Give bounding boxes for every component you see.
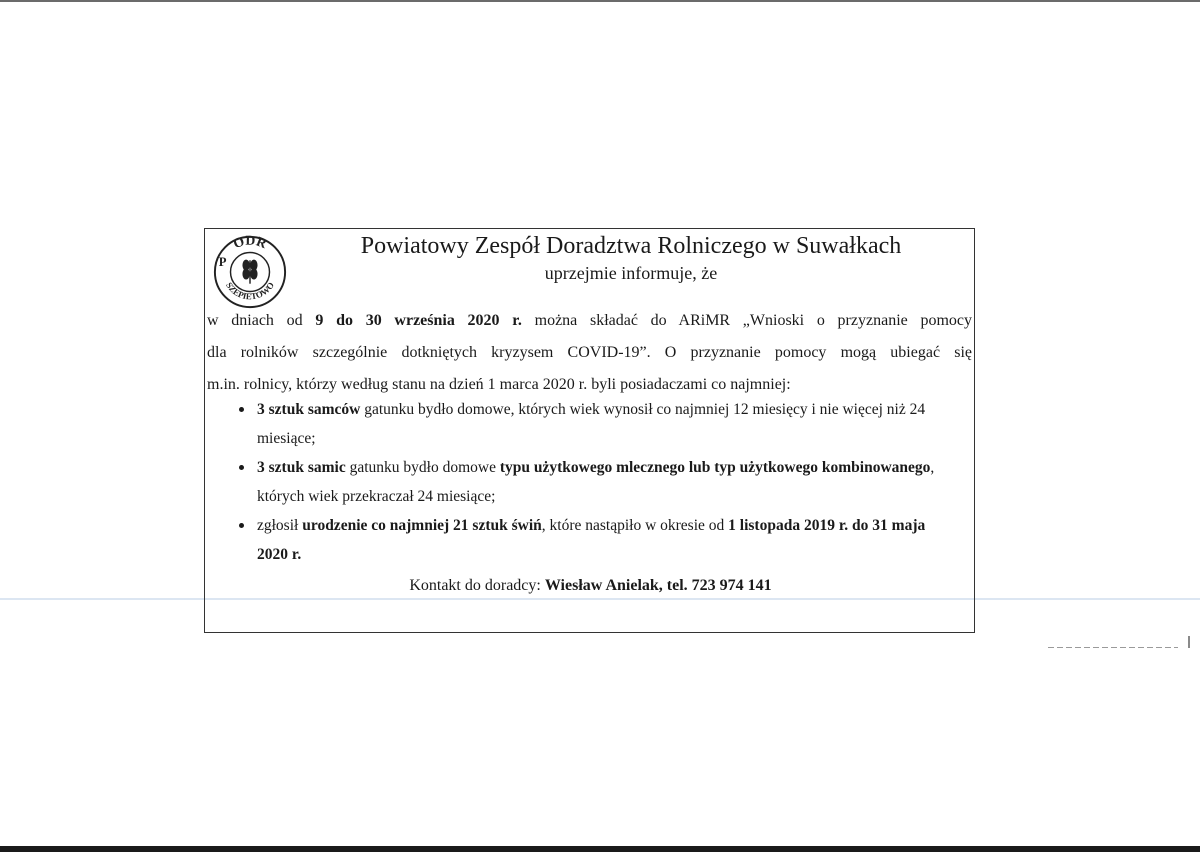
list-item: zgłosił urodzenie co najmniej 21 sztuk świń, które nastąpiło w okresie od 1 listopada 2019 r. do 31 maja 2020 r. [235, 511, 935, 569]
notice-intro [207, 305, 972, 401]
scan-artifact-mark [1188, 636, 1190, 648]
list-item: 3 sztuk samców gatunku bydło domowe, których wiek wynosił co najmniej 12 miesięcy i nie więcej niż 24 miesiące; [235, 395, 935, 453]
scan-edge-top [0, 0, 1200, 2]
intro-line-2: dla rolników szczególnie dotkniętych kryzysem COVID-19”. O przyznanie pomocy mogą ubiegać się [207, 344, 972, 361]
wheat-icon [243, 260, 257, 283]
intro-line-3: m.in. rolnicy, którzy według stanu na dzień 1 marca 2020 r. byli posiadaczami co najmniej: [207, 376, 791, 393]
notice-box [204, 228, 975, 633]
odr-logo [211, 233, 289, 311]
logo-initial: P [218, 255, 227, 270]
contact-person: Wiesław Anielak, tel. 723 974 141 [544, 577, 772, 594]
scan-edge-bottom [0, 846, 1200, 852]
organization-name: Powiatowy Zespół Doradztwa Rolniczego w Suwałkach [360, 233, 902, 259]
intro-line-1: w dniach od 9 do 30 września 2020 r. można składać do ARiMR „Wnioski o przyznanie pomocy [207, 312, 972, 329]
contact-line: Kontakt do doradcy: Wiesław Anielak, tel. 723 974 141 [409, 577, 772, 594]
notice-subtitle: uprzejmie informuje, że [544, 263, 718, 283]
scan-artifact-dash [1048, 647, 1178, 648]
logo-top-text: ODR [231, 233, 270, 252]
list-item: 3 sztuk samic gatunku bydło domowe typu użytkowego mlecznego lub typ użytkowego kombinowanego, których wiek przekraczał 24 miesiące; [235, 453, 935, 511]
requirements-list [235, 395, 935, 569]
logo-ring-text: SZEPIETOWO [224, 280, 277, 302]
svg-text:ODR [231, 233, 269, 251]
